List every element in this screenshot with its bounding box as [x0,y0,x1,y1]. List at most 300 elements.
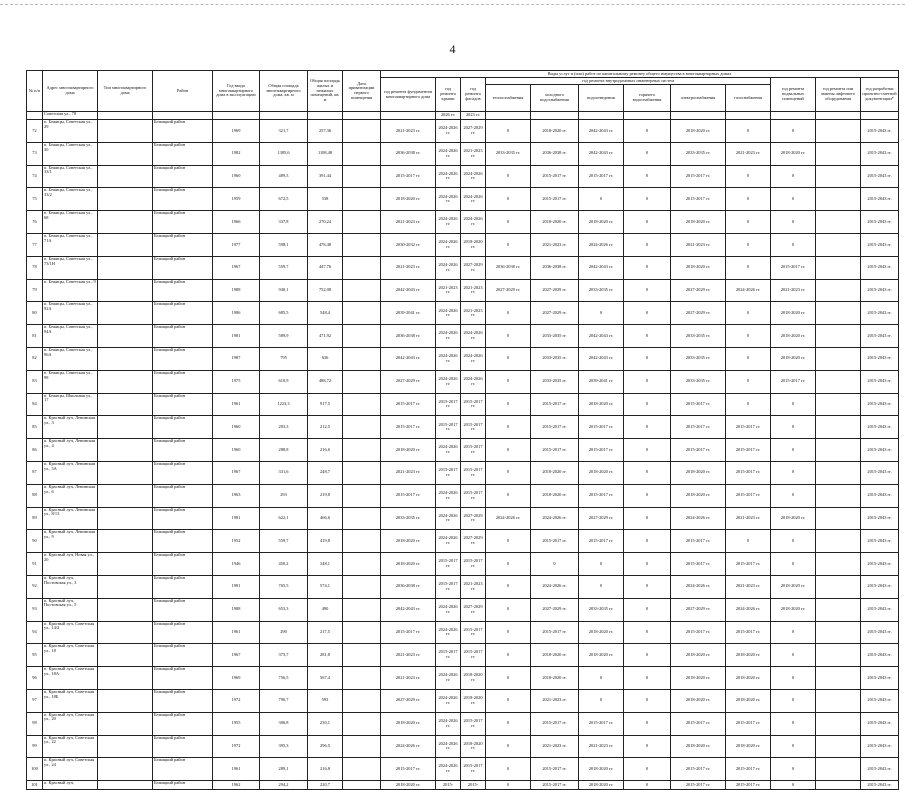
cell-facade: 2015-2017 гг. [461,484,486,507]
cell-design: 2015-2043 гг. [861,507,899,530]
cell-district [153,112,213,120]
cell-roof: 2015-2017 гг. [436,393,461,416]
cell-year: 1967 [213,256,260,279]
cell-electric: 2018-2020 гг. [671,644,726,667]
cell-sewer: 2018-2020 гг. [579,781,624,790]
cell-hot-water: 0 [624,621,671,644]
cell-sewer: 2042-2043 гг. [579,120,624,143]
table-row [27,211,899,234]
cell-basement: 0 [771,393,816,416]
cell-foundation: 2015-2017 гг. [381,416,436,439]
cell-facade: 2018-2020 гг. [461,689,486,712]
cell-sewer: 2018-2020 гг. [579,644,624,667]
table-row [27,781,899,790]
cell-electric: 2018-2020 гг. [671,689,726,712]
cell-year: 1955 [213,712,260,735]
cell-foundation: 2018-2020 гг. [381,553,436,576]
cell-total-area: 598,1 [260,233,308,256]
cell-num: 72 [27,120,43,143]
cell-heat: 0 [486,393,531,416]
cell-design: 2015-2043 гг. [861,325,899,348]
cell-hot-water: 0 [624,256,671,279]
cell-sewer: 2042-2043 гг. [579,325,624,348]
cell-type [98,530,153,553]
cell-cold-water: 2021-2023 гг. [531,689,579,712]
cell-num: 100 [27,758,43,781]
cell-total-area: 610,9 [260,370,308,393]
cell-electric: 2033-2035 гг. [671,347,726,370]
cell-foundation [381,112,436,120]
cell-cold-water: 2027-2029 гг. [531,302,579,325]
cell-electric: 2024-2026 гг. [671,575,726,598]
cell-total-area [260,112,308,120]
header-roof: год ремонта крыши [436,78,461,112]
cell-hot-water: 0 [624,461,671,484]
cell-elevator [816,211,861,234]
cell-district: Бежицкий район [153,370,213,393]
header-systems-title: год ремонта внутридомовых инженерных систем [486,78,771,85]
cell-district: Бежицкий район [153,416,213,439]
cell-address: п. Бежицы, Советская ул., 30 [43,142,98,165]
cell-district: Бежицкий район [153,712,213,735]
cell-electric [671,112,726,120]
table-row [27,667,899,690]
cell-electric: 2018-2020 гг. [671,461,726,484]
cell-heat: 2024-2026 гг. [486,507,531,530]
cell-electric: 2033-2035 гг. [671,370,726,393]
cell-sewer: 2015-2017 гг. [579,439,624,462]
cell-hot-water: 0 [624,211,671,234]
cell-privatization [343,279,381,302]
cell-foundation: 2021-2023 гг. [381,120,436,143]
cell-gas: 0 [726,120,771,143]
table-row [27,484,899,507]
cell-num: 81 [27,325,43,348]
cell-gas: 0 [726,211,771,234]
cell-type [98,575,153,598]
cell-elevator [816,233,861,256]
cell-basement: 2018-2020 гг. [771,347,816,370]
cell-cold-water: 2018-2020 гг. [531,461,579,484]
cell-privatization [343,553,381,576]
cell-num: 94 [27,621,43,644]
cell-design: 2015-2043 гг. [861,667,899,690]
cell-total-area: 293 [260,484,308,507]
cell-electric: 2033-2035 гг. [671,142,726,165]
cell-basement: 0 [771,530,816,553]
cell-foundation: 2015-2017 гг. [381,758,436,781]
cell-heat: 0 [486,165,531,188]
cell-elevator [816,165,861,188]
cell-design: 2015-2043 гг. [861,188,899,211]
cell-hot-water: 0 [624,758,671,781]
cell-total-area: 685,5 [260,302,308,325]
cell-heat: 0 [486,689,531,712]
table-row [27,393,899,416]
cell-privatization [343,667,381,690]
cell-gas: 0 [726,370,771,393]
cell-type [98,712,153,735]
cell-living-area: 219,8 [308,484,343,507]
cell-electric: 2018-2020 гг. [671,120,726,143]
cell-year: 1969 [213,120,260,143]
cell-living-area: 1108,48 [308,142,343,165]
cell-num [27,112,43,120]
cell-roof: 2024-2026 гг. [436,120,461,143]
cell-gas: 0 [726,188,771,211]
cell-address: п. Красный луч, Советская ул., 14/2 [43,621,98,644]
table-row [27,370,899,393]
cell-total-area: 765,5 [260,575,308,598]
cell-privatization [343,781,381,790]
cell-year: 1987 [213,347,260,370]
cell-privatization [343,325,381,348]
cell-elevator [816,302,861,325]
cell-electric: 2015-2017 гг. [671,712,726,735]
table-row [27,233,899,256]
table-row [27,507,899,530]
cell-gas: 2024-2026 гг. [726,279,771,302]
cell-electric: 2015-2017 гг. [671,781,726,790]
cell-district: Бежицкий район [153,735,213,758]
cell-cold-water: 2018-2020 гг. [531,211,579,234]
table-row [27,325,899,348]
cell-sewer: 2018-2020 гг. [579,758,624,781]
cell-gas: 2021-2023 гг. [726,142,771,165]
cell-district: Бежицкий район [153,188,213,211]
cell-facade: 2015-2017 гг. [461,416,486,439]
cell-design: 2015-2043 гг. [861,644,899,667]
cell-sewer: 2042-2043 гг. [579,347,624,370]
cell-design: 2015-2043 гг. [861,461,899,484]
cell-heat: 0 [486,758,531,781]
cell-hot-water: 0 [624,165,671,188]
cell-foundation: 2015-2017 гг. [381,484,436,507]
cell-year: 1960 [213,439,260,462]
cell-elevator [816,507,861,530]
cell-district: Бежицкий район [153,484,213,507]
cell-roof: 2024-2026 гг. [436,211,461,234]
table-row [27,689,899,712]
table-row [27,530,899,553]
cell-gas: 0 [726,393,771,416]
cell-electric: 2024-2026 гг. [671,507,726,530]
cell-address: п. Бежицы, Советская ул., 33/1 [43,165,98,188]
cell-total-area: 306,8 [260,712,308,735]
cell-design [861,112,899,120]
cell-total-area: 375,7 [260,644,308,667]
cell-district: Бежицкий район [153,667,213,690]
cell-electric: 2027-2029 гг. [671,598,726,621]
table-row [27,461,899,484]
cell-roof: 2024-2026 гг. [436,439,461,462]
cell-basement: 0 [771,644,816,667]
cell-cold-water: 2015-2017 гг. [531,416,579,439]
cell-district: Бежицкий район [153,530,213,553]
cell-cold-water: 2015-2017 гг. [531,188,579,211]
cell-roof: 2024-2026 гг. [436,484,461,507]
cell-elevator [816,325,861,348]
cell-design: 2015-2043 гг. [861,439,899,462]
cell-hot-water [624,112,671,120]
cell-elevator [816,530,861,553]
cell-sewer: 2015-2017 гг. [579,712,624,735]
cell-facade: 2021-2023 гг. [461,279,486,302]
cell-elevator [816,416,861,439]
cell-gas: 2015-2017 гг. [726,484,771,507]
cell-roof: 2015-2017 гг. [436,644,461,667]
cell-basement: 2018-2020 гг. [771,325,816,348]
cell-num: 101 [27,781,43,790]
cell-gas: 0 [726,165,771,188]
cell-address: п. Красный луч, Советская ул., 18Б [43,689,98,712]
cell-year: 1963 [213,484,260,507]
cell-year: 1969 [213,667,260,690]
header-basement: год ремонта подвальных помещений [771,78,816,112]
cell-type [98,735,153,758]
cell-roof: 2024-2026 гг. [436,735,461,758]
cell-hot-water: 0 [624,188,671,211]
cell-year: 1981 [213,325,260,348]
cell-electric: 2015-2017 гг. [671,553,726,576]
cell-facade: 2015-2017 гг. [461,712,486,735]
cell-num: 75 [27,188,43,211]
cell-year: 1967 [213,644,260,667]
cell-num: 95 [27,644,43,667]
cell-living-area: 567,4 [308,667,343,690]
cell-year: 1967 [213,461,260,484]
cell-electric: 2015-2017 гг. [671,439,726,462]
cell-facade: 2027-2029 гг. [461,530,486,553]
table-row [27,120,899,143]
cell-address: п. Бежицы, Советская ул., 9 [43,279,98,302]
cell-design: 2015-2043 гг. [861,689,899,712]
cell-gas [726,112,771,120]
cell-address: п. Красный луч, Советская ул., 22 [43,735,98,758]
cell-cold-water: 2033-2035 гг. [531,347,579,370]
cell-num: 90 [27,530,43,553]
header-sewer: водоотведения [579,85,624,112]
cell-hot-water: 0 [624,142,671,165]
cell-address: п. Бежицы, Советская ул., 92А [43,302,98,325]
cell-facade: 2024-2026 гг. [461,211,486,234]
cell-privatization [343,530,381,553]
cell-district: Бежицкий район [153,644,213,667]
cell-privatization [343,598,381,621]
cell-cold-water: 2021-2023 гг. [531,233,579,256]
cell-address: п. Красный луч, Новая ул., 20 [43,553,98,576]
cell-sewer: 2039-2041 гг. [579,370,624,393]
cell-heat: 0 [486,416,531,439]
cell-design: 2015-2043 гг. [861,575,899,598]
cell-heat: 0 [486,233,531,256]
cell-basement: 2018-2020 гг. [771,302,816,325]
cell-basement: 0 [771,233,816,256]
cell-roof: 2024-2026 гг. [436,621,461,644]
cell-roof: 2024-2026 гг. [436,325,461,348]
cell-cold-water: 2027-2029 гг. [531,598,579,621]
cell-privatization [343,112,381,120]
cell-gas: 2015-2017 гг. [726,553,771,576]
cell-gas: 2015-2017 гг. [726,461,771,484]
scan-edge-line [0,4,905,5]
cell-facade: 2024-2026 гг. [461,325,486,348]
cell-total-area: 672,5 [260,188,308,211]
cell-elevator [816,712,861,735]
cell-living-area: 296,5 [308,735,343,758]
cell-heat: 0 [486,530,531,553]
cell-address: п. Бежицы, Советская ул., 68 [43,211,98,234]
cell-num: 89 [27,507,43,530]
cell-hot-water: 0 [624,325,671,348]
cell-sewer: 2018-2020 гг. [579,393,624,416]
cell-foundation: 2021-2023 гг. [381,211,436,234]
cell-gas: 2018-2020 гг. [726,735,771,758]
cell-design: 2015-2043 гг. [861,621,899,644]
cell-basement: 0 [771,416,816,439]
cell-heat: 0 [486,712,531,735]
cell-total-area: 622,1 [260,507,308,530]
cell-heat: 0 [486,484,531,507]
cell-gas: 2015-2017 гг. [726,416,771,439]
cell-cold-water: 2015-2017 гг. [531,439,579,462]
cell-living-area: 471,92 [308,325,343,348]
cell-living-area: 257,36 [308,120,343,143]
cell-living-area: 216,8 [308,758,343,781]
cell-hot-water: 0 [624,735,671,758]
cell-district: Бежицкий район [153,279,213,302]
cell-elevator [816,689,861,712]
cell-foundation: 2018-2020 гг. [381,439,436,462]
cell-district: Бежицкий район [153,507,213,530]
cell-basement: 0 [771,461,816,484]
cell-elevator [816,735,861,758]
cell-address: п. Бежицы, Советская ул., 94А [43,325,98,348]
cell-year: 1952 [213,530,260,553]
cell-elevator [816,279,861,302]
cell-roof: 2024-2026 гг. [436,598,461,621]
cell-district: Бежицкий район [153,325,213,348]
cell-heat: 0 [486,598,531,621]
cell-heat: 2033-2035 гг. [486,142,531,165]
cell-hot-water: 0 [624,712,671,735]
table-row [27,439,899,462]
cell-type [98,507,153,530]
cell-sewer: 0 [579,575,624,598]
cell-design: 2015-2043 гг. [861,758,899,781]
cell-foundation: 2036-2038 гг. [381,142,436,165]
cell-address: п. Красный луч, Ленинская ул., 8/13 [43,507,98,530]
cell-district: Бежицкий район [153,781,213,790]
cell-sewer: 2033-2035 гг. [579,279,624,302]
cell-num: 83 [27,370,43,393]
cell-district: Бежицкий район [153,393,213,416]
cell-foundation: 2036-2038 гг. [381,325,436,348]
header-type: Тип многоквартирного дома [98,71,153,112]
header-gas: газоснабжения [726,85,771,112]
cell-district: Бежицкий район [153,347,213,370]
cell-num: 85 [27,416,43,439]
cell-privatization [343,188,381,211]
cell-facade: 2027-2029 гг. [461,507,486,530]
cell-facade: 2027-2029 гг. [461,256,486,279]
header-district: Район [153,71,213,112]
header-year-built: Год ввода многоквартирного дома в эксплуатацию [213,71,260,112]
table-row [27,735,899,758]
table-body [27,112,899,790]
cell-roof: 2024-2026 гг. [436,370,461,393]
cell-elevator [816,758,861,781]
cell-type [98,120,153,143]
cell-type [98,325,153,348]
cell-type [98,370,153,393]
cell-roof: 2024-2026 гг. [436,347,461,370]
cell-gas: 2015-2017 гг. [726,758,771,781]
cell-privatization [343,256,381,279]
cell-sewer: 2015-2017 гг. [579,416,624,439]
cell-basement: 0 [771,188,816,211]
cell-type [98,165,153,188]
cell-total-area: 795 [260,347,308,370]
cell-design: 2015-2043 гг. [861,598,899,621]
cell-total-area: 1223,3 [260,393,308,416]
cell-roof: 2024-2026 гг. [436,689,461,712]
cell-design: 2015-2043 гг. [861,712,899,735]
cell-foundation: 2042-2043 гг. [381,279,436,302]
cell-basement [771,112,816,120]
cell-facade: 2021-2023 гг. [461,302,486,325]
cell-elevator [816,667,861,690]
cell-address: п. Красный луч, Ленинская ул., 3 [43,416,98,439]
cell-elevator [816,370,861,393]
cell-gas: 0 [726,530,771,553]
cell-year: 1946 [213,553,260,576]
cell-hot-water: 0 [624,781,671,790]
header-works-title: Виды услуг и (или) работ по капитальному ремонту общего имущества в многоквартирных домах [381,71,899,78]
cell-type [98,553,153,576]
cell-num: 74 [27,165,43,188]
cell-facade: 2015- [461,781,486,790]
cell-sewer: 0 [579,553,624,576]
cell-roof: 2015-2017 гг. [436,575,461,598]
cell-basement: 0 [771,667,816,690]
cell-living-area: 419,8 [308,530,343,553]
cell-design: 2015-2043 гг. [861,279,899,302]
cell-hot-water: 0 [624,689,671,712]
table-row [27,621,899,644]
cell-hot-water: 0 [624,347,671,370]
cell-type [98,211,153,234]
cell-living-area: 391,44 [308,165,343,188]
cell-living-area: 248,7 [308,461,343,484]
cell-facade: 2015-2017 гг. [461,393,486,416]
cell-num: 93 [27,598,43,621]
cell-year: 1981 [213,575,260,598]
cell-privatization [343,644,381,667]
cell-roof: 2024-2026 гг. [436,233,461,256]
cell-district: Бежицкий район [153,598,213,621]
cell-roof: 2015-2017 гг. [436,461,461,484]
cell-sewer [579,112,624,120]
cell-elevator [816,188,861,211]
cell-electric: 2027-2029 гг. [671,302,726,325]
cell-year [213,112,260,120]
cell-cold-water: 2033-2035 гг. [531,325,579,348]
cell-sewer: 2018-2020 гг. [579,461,624,484]
cell-num: 76 [27,211,43,234]
cell-basement: 0 [771,621,816,644]
cell-total-area: 337,8 [260,211,308,234]
